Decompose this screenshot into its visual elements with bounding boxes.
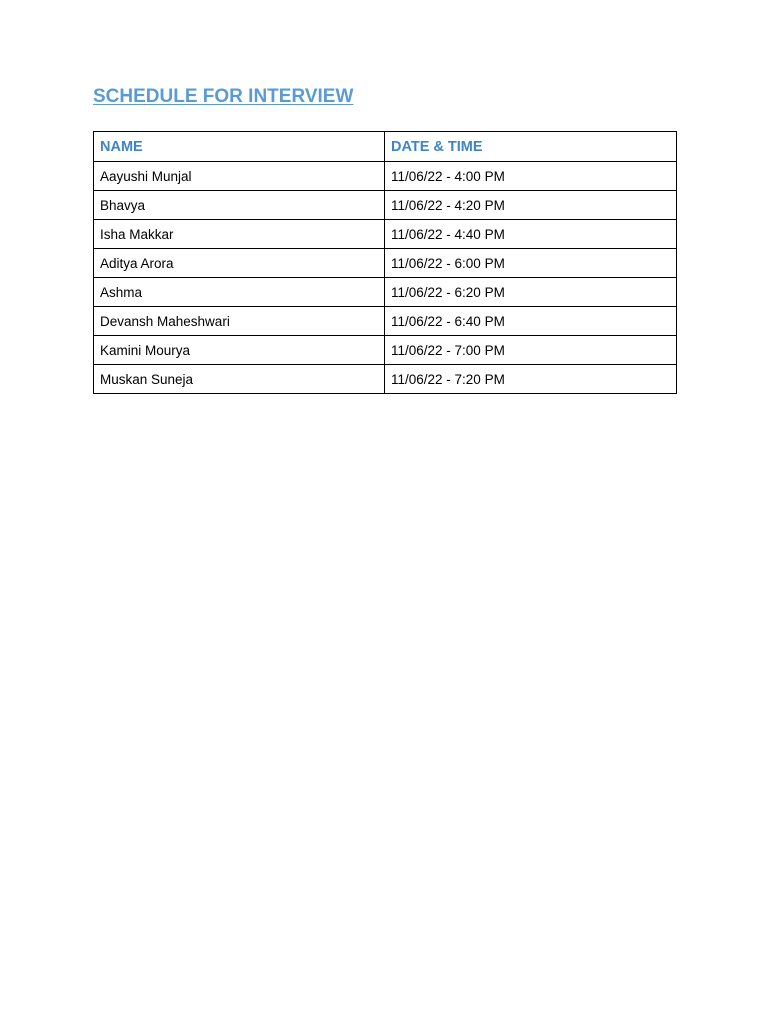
table-row	[94, 162, 677, 191]
table-row	[94, 191, 677, 220]
cell-name: Devansh Maheshwari	[94, 307, 385, 336]
cell-date-time: 11/06/22 - 6:00 PM	[385, 249, 677, 278]
schedule-table	[93, 131, 677, 394]
table-row	[94, 307, 677, 336]
table-row	[94, 220, 677, 249]
cell-date-time: 11/06/22 - 6:20 PM	[385, 278, 677, 307]
cell-date-time: 11/06/22 - 7:20 PM	[385, 365, 677, 394]
cell-name: Aditya Arora	[94, 249, 385, 278]
cell-name: Bhavya	[94, 191, 385, 220]
cell-date-time: 11/06/22 - 4:00 PM	[385, 162, 677, 191]
table-row	[94, 365, 677, 394]
cell-date-time: 11/06/22 - 4:40 PM	[385, 220, 677, 249]
cell-date-time: 11/06/22 - 7:00 PM	[385, 336, 677, 365]
page-title: SCHEDULE FOR INTERVIEW	[93, 86, 354, 107]
table-row	[94, 249, 677, 278]
cell-date-time: 11/06/22 - 4:20 PM	[385, 191, 677, 220]
cell-name: Muskan Suneja	[94, 365, 385, 394]
column-header-date-time: DATE & TIME	[385, 132, 677, 162]
cell-name: Isha Makkar	[94, 220, 385, 249]
cell-name: Aayushi Munjal	[94, 162, 385, 191]
cell-date-time: 11/06/22 - 6:40 PM	[385, 307, 677, 336]
table-row	[94, 278, 677, 307]
cell-name: Ashma	[94, 278, 385, 307]
table-row	[94, 336, 677, 365]
table-header-row	[94, 132, 677, 162]
column-header-name: NAME	[94, 132, 385, 162]
cell-name: Kamini Mourya	[94, 336, 385, 365]
